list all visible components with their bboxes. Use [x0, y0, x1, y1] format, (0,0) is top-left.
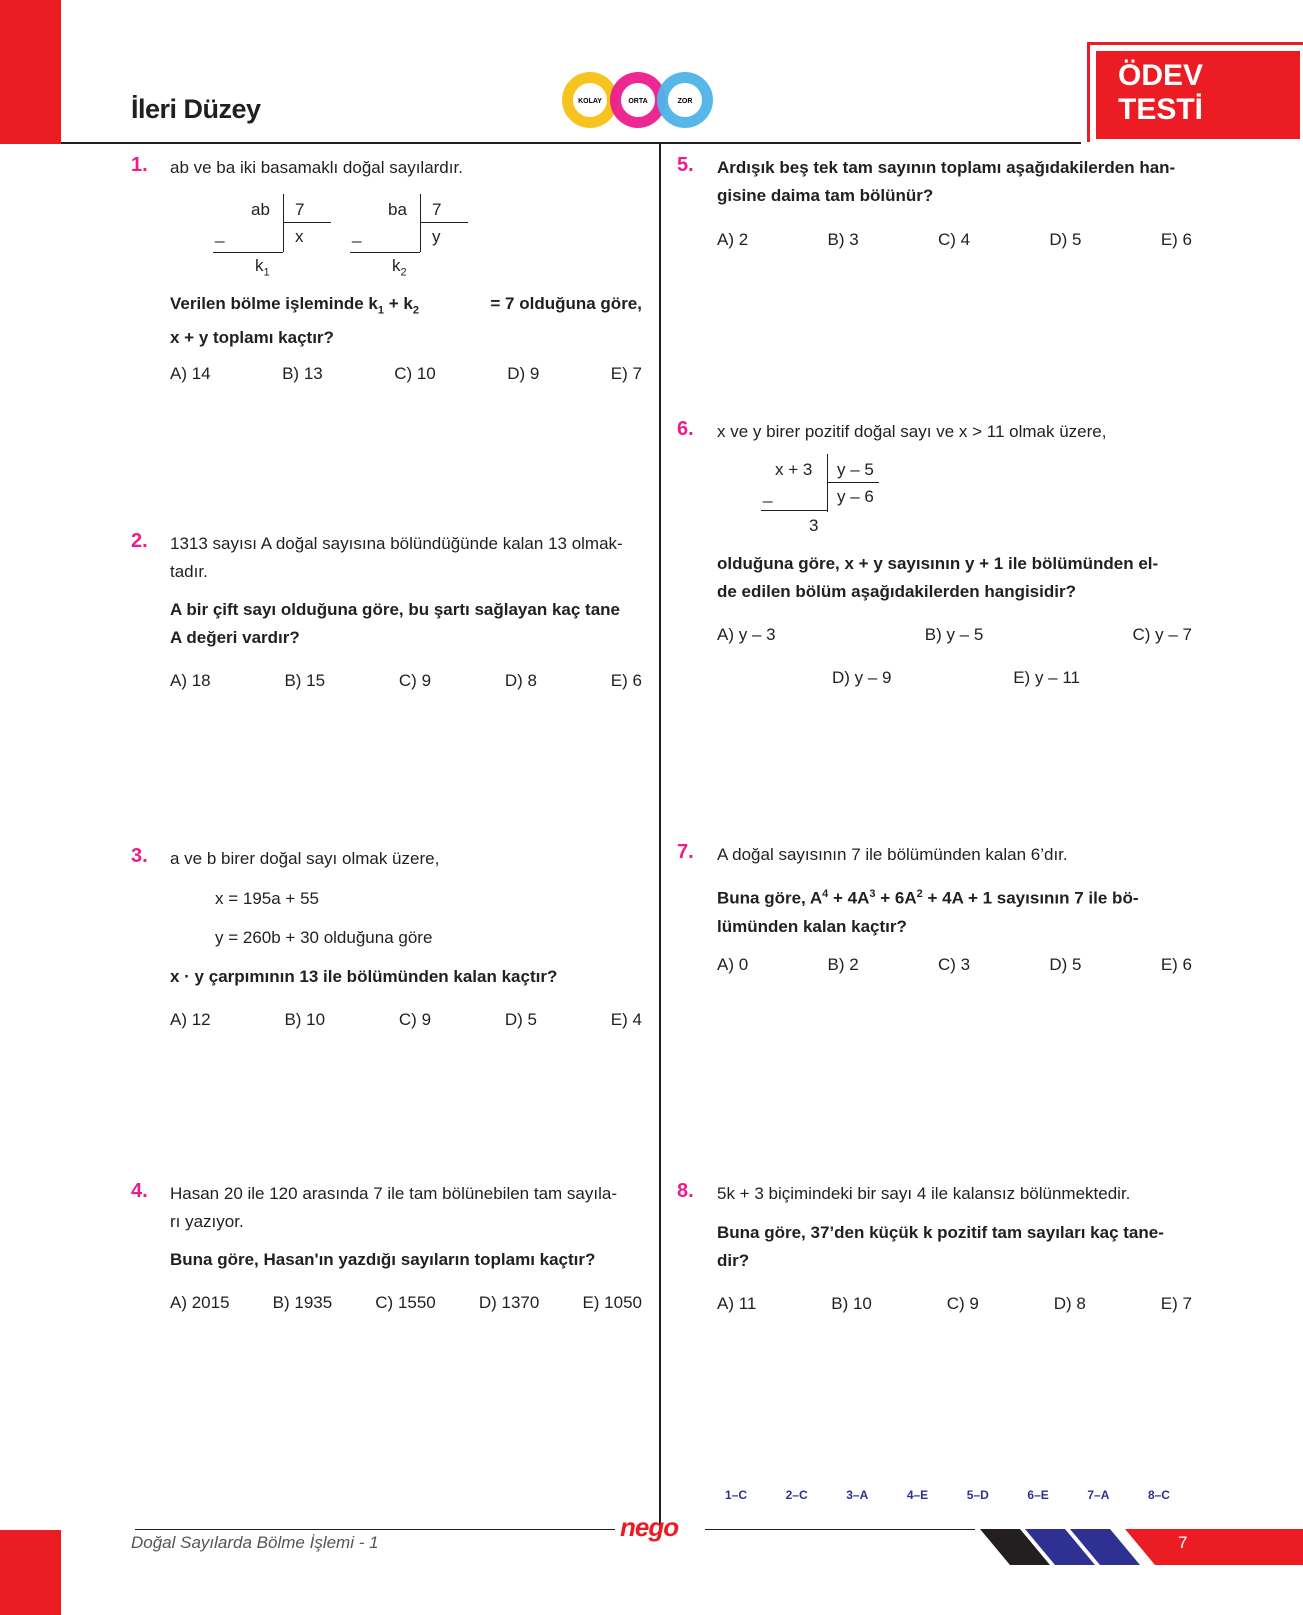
q1-option-c[interactable]: C) 10	[394, 364, 436, 383]
q1-division-1: ab 7 x _ $k_1$	[205, 192, 330, 282]
answer-4: 4–E	[906, 1488, 929, 1502]
q2-question: A bir çift sayı olduğuna göre, bu şartı sağlayan kaç tane A değeri vardır?	[170, 600, 620, 647]
q3-eq1: x = 195a + 55	[215, 889, 319, 908]
q1-options	[170, 364, 642, 384]
q8-options	[717, 1294, 1192, 1314]
q1-option-b[interactable]: B) 13	[282, 364, 323, 383]
column-divider	[659, 144, 661, 1530]
odev-testi-badge	[1087, 42, 1303, 142]
q2-option-d[interactable]: D) 8	[504, 671, 537, 690]
answer-5: 5–D	[966, 1488, 989, 1502]
q4-options	[170, 1293, 642, 1313]
q4-number: 4.	[131, 1180, 148, 1202]
q7-options	[717, 955, 1192, 975]
footer-divider-right	[705, 1529, 975, 1530]
q6-div-quotient: y – 6	[837, 487, 874, 506]
q8-number: 8.	[677, 1180, 694, 1202]
q1-div1-dividend: ab	[251, 200, 270, 219]
q6-div-remainder: 3	[809, 516, 819, 535]
q3-question: x · y çarpımının 13 ile bölümünden kalan kaçtır?	[170, 967, 558, 986]
q6-number: 6.	[677, 418, 694, 440]
q3-option-c[interactable]: C) 9	[398, 1010, 432, 1029]
q8-option-a[interactable]: A) 11	[717, 1294, 757, 1313]
q4-question: Buna göre, Hasan'ın yazdığı sayıların toplamı kaçtır?	[170, 1250, 596, 1269]
q8-option-c[interactable]: C) 9	[946, 1294, 979, 1313]
q5-option-b[interactable]: B) 3	[827, 230, 859, 249]
footer-stripes	[980, 1529, 1303, 1571]
q3-option-d[interactable]: D) 5	[504, 1010, 537, 1029]
footer-divider-left	[135, 1529, 615, 1530]
q4-option-b[interactable]: B) 1935	[272, 1293, 333, 1312]
q8-option-b[interactable]: B) 10	[831, 1294, 872, 1313]
q1-div1-divisor: 7	[295, 200, 305, 219]
q6-option-a[interactable]: A) y – 3	[717, 625, 776, 644]
q1-div1-remainder: k	[255, 256, 264, 275]
q4-option-d[interactable]: D) 1370	[478, 1293, 540, 1312]
q2-option-a[interactable]: A) 18	[170, 671, 211, 690]
q2-option-b[interactable]: B) 15	[284, 671, 326, 690]
q6-question: olduğuna göre, x + y sayısının y + 1 ile bölümünden el- de edilen bölüm aşağıdakilerden hangisidir?	[717, 554, 1159, 601]
q3-option-e[interactable]: E) 4	[610, 1010, 642, 1029]
q8-intro: 5k + 3 biçimindeki bir sayı 4 ile kalansız bölünmektedir.	[717, 1184, 1131, 1203]
q4-option-c[interactable]: C) 1550	[375, 1293, 436, 1312]
page-number: 7	[1178, 1533, 1188, 1552]
red-corner-bottom	[0, 1530, 61, 1615]
q3-number: 3.	[131, 845, 148, 867]
badge-line2: TESTİ	[1118, 93, 1204, 126]
q4-option-a[interactable]: A) 2015	[170, 1293, 230, 1312]
answer-2: 2–C	[785, 1488, 808, 1502]
q4-intro: Hasan 20 ile 120 arasında 7 ile tam bölünebilen tam sayıla- rı yazıyor.	[170, 1184, 617, 1231]
q1-div1-quotient: x	[295, 227, 304, 246]
q3-option-b[interactable]: B) 10	[284, 1010, 326, 1029]
q7-option-a[interactable]: A) 0	[717, 955, 749, 974]
badge-line1: ÖDEV	[1118, 59, 1204, 92]
answer-8: 8–C	[1147, 1488, 1170, 1502]
q6-options-row1	[717, 625, 1192, 645]
q1-div2-dividend: ba	[388, 200, 407, 219]
footer-title: Doğal Sayılarda Bölme İşlemi - 1	[131, 1533, 379, 1552]
q1-option-d[interactable]: D) 9	[507, 364, 540, 383]
q5-option-d[interactable]: D) 5	[1049, 230, 1082, 249]
q1-division-2: ba 7 y _ $k_2$	[342, 192, 467, 282]
q5-options	[717, 230, 1192, 250]
header-divider	[61, 142, 1081, 144]
q7-option-b[interactable]: B) 2	[827, 955, 859, 974]
nego-logo: nego	[620, 1512, 679, 1542]
q1-number: 1.	[131, 154, 148, 176]
q7-intro: A doğal sayısının 7 ile bölümünden kalan 6’dır.	[717, 845, 1068, 864]
q2-options	[170, 671, 642, 691]
q6-option-b[interactable]: B) y – 5	[924, 625, 984, 644]
q5-option-a[interactable]: A) 2	[717, 230, 749, 249]
q1-div2-quotient: y	[432, 227, 441, 246]
answer-6: 6–E	[1027, 1488, 1049, 1502]
q7-option-c[interactable]: C) 3	[937, 955, 971, 974]
q8-question: Buna göre, 37’den küçük k pozitif tam sayıları kaç tane- dir?	[717, 1223, 1164, 1270]
q7-question: Buna göre, $A^4 + 4A^3 + 6A^2 + 4A + 1$ sayısının 7 ile bö- lümünden kalan kaçtır?	[717, 888, 1139, 936]
q8-option-d[interactable]: D) 8	[1053, 1294, 1086, 1313]
answer-key	[725, 1488, 1170, 1502]
answer-7: 7–A	[1087, 1488, 1110, 1502]
q8-option-e[interactable]: E) 7	[1160, 1294, 1192, 1313]
q6-intro: x ve y birer pozitif doğal sayı ve x > 11 olmak üzere,	[717, 422, 1107, 441]
q6-options-row2	[832, 668, 1080, 688]
q5-option-e[interactable]: E) 6	[1160, 230, 1192, 249]
q3-options	[170, 1010, 642, 1030]
level-orta: ORTA	[628, 98, 648, 105]
q6-div-divisor: y – 5	[837, 460, 874, 479]
answer-1: 1–C	[725, 1488, 748, 1502]
q3-option-a[interactable]: A) 12	[170, 1010, 211, 1029]
q6-div-dividend: x + 3	[775, 460, 813, 479]
level-zor: ZOR	[677, 98, 693, 105]
q6-division: x + 3 y – 5 y – 6 _ 3	[755, 452, 890, 542]
q1-intro: ab ve ba iki basamaklı doğal sayılardır.	[170, 158, 463, 177]
q6-option-e[interactable]: E) y – 11	[1013, 668, 1080, 687]
q1-div2-divisor: 7	[432, 200, 442, 219]
page-title: İleri Düzey	[131, 94, 261, 124]
q1-div2-remainder: k	[392, 256, 401, 275]
level-kolay: KOLAY	[578, 98, 602, 105]
q2-option-c[interactable]: C) 9	[398, 671, 432, 690]
answer-3: 3–A	[846, 1488, 869, 1502]
q4-option-e[interactable]: E) 1050	[582, 1293, 642, 1312]
q3-eq2: y = 260b + 30 olduğuna göre	[215, 928, 433, 947]
red-corner-top	[0, 0, 61, 144]
q6-option-c[interactable]: C) y – 7	[1132, 625, 1192, 644]
q2-intro: 1313 sayısı A doğal sayısına bölündüğünde kalan 13 olmak- tadır.	[170, 534, 623, 581]
q2-option-e[interactable]: E) 6	[610, 671, 642, 690]
q7-option-d[interactable]: D) 5	[1049, 955, 1082, 974]
q3-intro: a ve b birer doğal sayı olmak üzere,	[170, 849, 440, 868]
q1-option-e[interactable]: E) 7	[610, 364, 642, 383]
q2-number: 2.	[131, 530, 148, 552]
q1-question: Verilen bölme işleminde $k_1 + k_2$ = 7 olduğuna göre, x + y toplamı kaçtır?	[170, 294, 642, 348]
q5-question: Ardışık beş tek tam sayının toplamı aşağıdakilerden han- gisine daima tam bölünür?	[717, 158, 1176, 205]
q7-option-e[interactable]: E) 6	[1160, 955, 1192, 974]
q5-number: 5.	[677, 154, 694, 176]
q6-option-d[interactable]: D) y – 9	[832, 668, 892, 687]
q7-number: 7.	[677, 841, 694, 863]
q1-option-a[interactable]: A) 14	[170, 364, 211, 383]
q5-option-c[interactable]: C) 4	[937, 230, 971, 249]
difficulty-circles	[558, 68, 718, 132]
